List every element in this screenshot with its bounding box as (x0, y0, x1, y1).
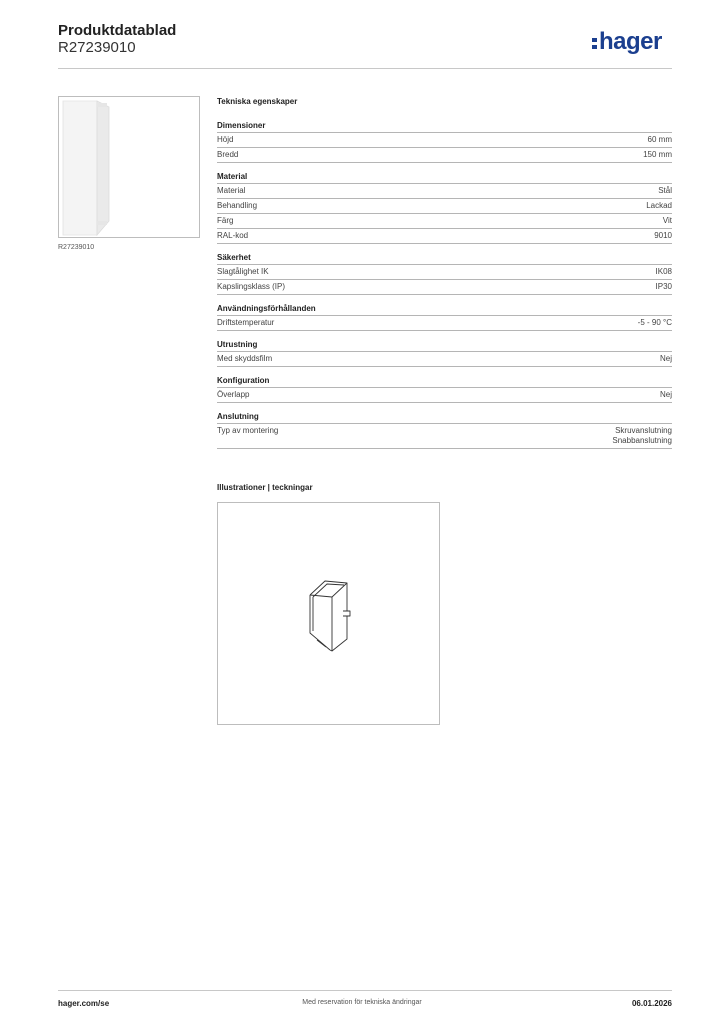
spec-label: Driftstemperatur (217, 318, 275, 327)
spec-value: 9010 (654, 231, 672, 240)
spec-value: Lackad (646, 201, 672, 210)
specs-heading: Tekniska egenskaper (217, 97, 298, 106)
spec-label: Med skyddsfilm (217, 354, 273, 363)
illustration-drawing (217, 502, 440, 725)
spec-group-connection (217, 411, 672, 449)
spec-label: RAL-kod (217, 231, 249, 240)
spec-value: Nej (659, 390, 672, 399)
spec-row (217, 265, 672, 280)
photo-caption: R27239010 (58, 244, 95, 251)
spec-label: Kapslingsklass (IP) (217, 282, 286, 291)
product-photo (58, 96, 200, 238)
spec-group-dimensions (217, 120, 672, 163)
spec-row (217, 184, 672, 199)
footer-notice: Med reservation för tekniska ändringar (302, 999, 422, 1006)
spec-group-title: Utrustning (217, 339, 672, 352)
spec-group-safety (217, 252, 672, 295)
product-photo-icon (59, 97, 199, 237)
spec-group-title: Säkerhet (217, 252, 672, 265)
spec-label: Höjd (217, 135, 234, 144)
footer-divider (58, 990, 672, 991)
spec-group-title: Användningsförhållanden (217, 303, 672, 316)
spec-row (217, 352, 672, 367)
spec-row (217, 388, 672, 403)
spec-label: Bredd (217, 150, 239, 159)
spec-value: 60 mm (647, 135, 672, 144)
line-drawing-icon (218, 503, 439, 724)
spec-label: Behandling (217, 201, 258, 210)
spec-value: IK08 (655, 267, 672, 276)
spec-value-multiline (612, 426, 672, 446)
spec-group-title: Konfiguration (217, 375, 672, 388)
spec-group-conditions (217, 303, 672, 331)
logo-text: hager (599, 28, 662, 55)
spec-group-title: Material (217, 171, 672, 184)
spec-value: Vit (662, 216, 672, 225)
spec-label: Färg (217, 216, 234, 225)
spec-row (217, 199, 672, 214)
technical-specs (217, 96, 672, 457)
spec-row (217, 316, 672, 331)
spec-label: Material (217, 186, 246, 195)
spec-value: Skruvanslutning (615, 426, 672, 435)
spec-group-material (217, 171, 672, 244)
spec-value: 150 mm (643, 150, 672, 159)
header-divider (58, 68, 672, 69)
product-code: R27239010 (58, 39, 136, 56)
spec-row (217, 133, 672, 148)
spec-label: Typ av montering (217, 426, 279, 435)
spec-row (217, 229, 672, 244)
spec-value: Snabbanslutning (612, 436, 672, 445)
logo-dots-icon (592, 35, 598, 51)
spec-group-title: Dimensioner (217, 120, 672, 133)
illustrations-heading: Illustrationer | teckningar (217, 483, 313, 492)
spec-value: Nej (659, 354, 672, 363)
spec-row (217, 280, 672, 295)
spec-label: Slagtålighet IK (217, 267, 269, 276)
spec-value: IP30 (655, 282, 672, 291)
spec-row (217, 214, 672, 229)
spec-value: -5 - 90 °C (637, 318, 672, 327)
spec-row (217, 424, 672, 449)
spec-group-equipment (217, 339, 672, 367)
hager-logo (592, 28, 662, 56)
page-title: Produktdatablad (58, 22, 177, 39)
footer-date: 06.01.2026 (631, 999, 672, 1008)
spec-group-configuration (217, 375, 672, 403)
spec-label: Överlapp (217, 390, 250, 399)
spec-group-title: Anslutning (217, 411, 672, 424)
footer-website: hager.com/se (58, 999, 110, 1008)
spec-row (217, 148, 672, 163)
spec-value: Stål (658, 186, 672, 195)
